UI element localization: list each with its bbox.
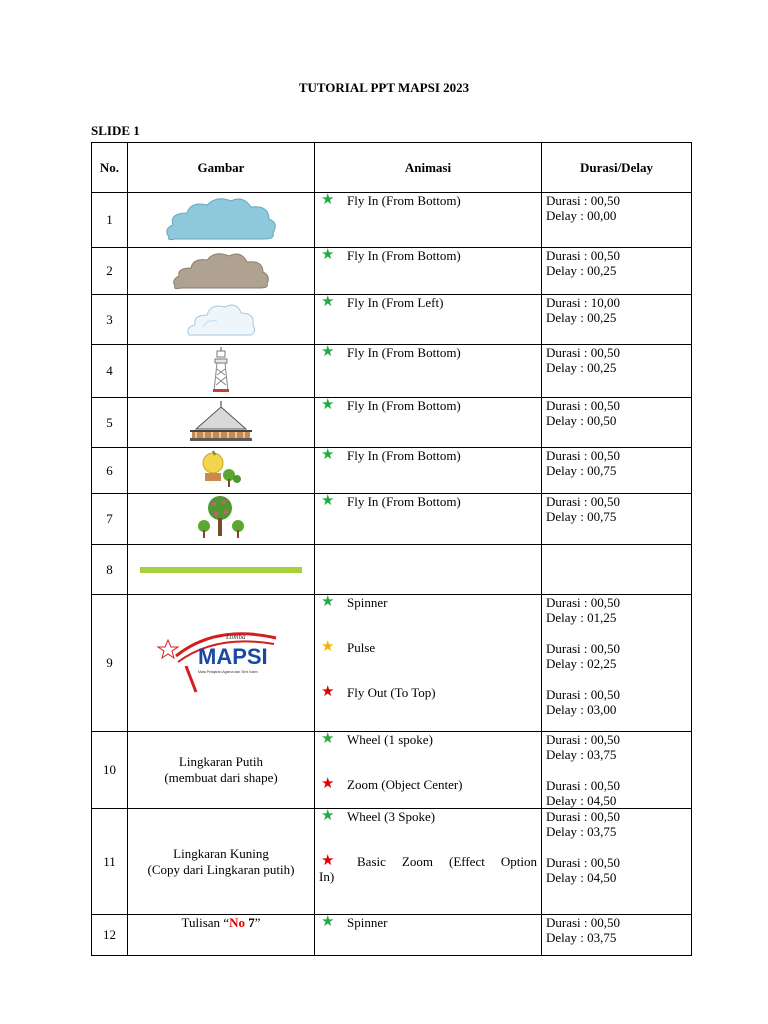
duration: Durasi : 00,50 <box>546 448 621 463</box>
animation-name: Spinner <box>347 915 388 930</box>
duration: Durasi : 00,50 <box>546 641 621 656</box>
table-row <box>92 193 692 248</box>
delay: Delay : 00,25 <box>546 310 617 325</box>
table-row <box>92 809 692 915</box>
star-icon: ★ <box>321 447 335 463</box>
tower-image <box>128 345 315 398</box>
green-bar-image <box>128 545 315 595</box>
star-icon: ★ <box>321 493 335 509</box>
gambar-text: Lingkaran Kuning <box>173 845 269 861</box>
table-row <box>92 448 692 494</box>
mapsi-logo <box>128 595 315 732</box>
gambar-text: Lingkaran Putih <box>178 754 264 769</box>
duration: Durasi : 00,50 <box>546 248 621 263</box>
header-no: No. <box>92 143 128 193</box>
animation-name: Fly In (From Bottom) <box>347 248 461 263</box>
star-icon: ★ <box>321 684 335 700</box>
document-title: TUTORIAL PPT MAPSI 2023 <box>298 80 470 95</box>
duration: Durasi : 00,50 <box>546 915 621 930</box>
logo-subtext: Mata Pelajaran Agama dan Seni Islam <box>198 670 258 674</box>
row-number: 11 <box>92 809 128 915</box>
animation-name: Fly Out (To Top) <box>347 685 436 700</box>
delay: Delay : 03,75 <box>546 747 617 762</box>
star-icon: ★ <box>321 731 335 747</box>
star-icon: ★ <box>321 914 335 930</box>
animation-name: Fly In (From Bottom) <box>347 193 461 208</box>
duration: Durasi : 00,50 <box>546 809 621 824</box>
star-icon: ★ <box>321 594 335 610</box>
delay: Delay : 01,25 <box>546 610 617 625</box>
animation-name: Wheel (1 spoke) <box>347 732 433 747</box>
duration: Durasi : 00,50 <box>546 398 621 413</box>
animation-name-cont: In) <box>319 869 335 884</box>
delay: Delay : 03,00 <box>546 702 617 717</box>
star-icon: ★ <box>321 808 335 824</box>
row-number: 9 <box>92 595 128 732</box>
table-row <box>92 915 692 956</box>
row-number: 4 <box>92 345 128 398</box>
animation-name: Fly In (From Bottom) <box>347 398 461 413</box>
animation-name: Fly In (From Bottom) <box>347 448 461 463</box>
animation-name: Fly In (From Bottom) <box>347 345 461 360</box>
cloud-blue-image <box>128 193 315 248</box>
logo-small-text: Lomba <box>226 633 246 641</box>
star-icon: ★ <box>321 776 335 792</box>
duration: Durasi : 10,00 <box>546 295 621 310</box>
row-number: 7 <box>92 494 128 545</box>
row-number: 2 <box>92 248 128 295</box>
animation-name: Wheel (3 Spoke) <box>347 809 436 824</box>
header-animasi: Animasi <box>315 143 542 193</box>
row-number: 1 <box>92 193 128 248</box>
delay: Delay : 00,50 <box>546 413 617 428</box>
row-number: 8 <box>92 545 128 595</box>
animation-name: Spinner <box>347 595 388 610</box>
star-icon: ★ <box>321 853 335 869</box>
row-number: 6 <box>92 448 128 494</box>
logo-text: MAPSI <box>198 644 268 669</box>
delay: Delay : 00,75 <box>546 509 617 524</box>
star-icon: ★ <box>321 294 335 310</box>
duration: Durasi : 00,50 <box>546 778 621 793</box>
animation-table <box>91 142 692 956</box>
gambar-text: (Copy dari Lingkaran putih) <box>147 861 295 877</box>
star-icon: ★ <box>321 344 335 360</box>
table-row <box>92 595 692 732</box>
header-row <box>92 143 692 193</box>
star-icon: ★ <box>321 192 335 208</box>
row-number: 10 <box>92 732 128 809</box>
delay: Delay : 00,75 <box>546 463 617 478</box>
building-image <box>128 398 315 448</box>
animation-name: Pulse <box>347 640 376 655</box>
header-durasi: Durasi/Delay <box>542 143 692 193</box>
table-row <box>92 545 692 595</box>
delay: Delay : 00,25 <box>546 263 617 278</box>
duration: Durasi : 00,50 <box>546 595 621 610</box>
animation-name: Basic Zoom (Effect Option <box>357 854 537 869</box>
fruit-tree-image <box>128 448 315 494</box>
delay: Delay : 02,25 <box>546 656 617 671</box>
table-row <box>92 494 692 545</box>
star-icon: ★ <box>321 639 335 655</box>
delay: Delay : 04,50 <box>546 870 617 885</box>
delay: Delay : 03,75 <box>546 824 617 839</box>
table-row <box>92 345 692 398</box>
trees-image <box>128 494 315 545</box>
star-icon: ★ <box>321 247 335 263</box>
cloud-white-image <box>128 295 315 345</box>
delay: Delay : 00,25 <box>546 360 617 375</box>
table-row <box>92 295 692 345</box>
table-row <box>92 398 692 448</box>
duration: Durasi : 00,50 <box>546 687 621 702</box>
animation-name: Zoom (Object Center) <box>347 777 463 792</box>
row-number: 12 <box>92 915 128 956</box>
animation-name: Fly In (From Bottom) <box>347 494 461 509</box>
duration: Durasi : 00,50 <box>546 855 621 870</box>
delay: Delay : 00,00 <box>546 208 617 223</box>
gambar-text: (membuat dari shape) <box>164 770 278 785</box>
row-number: 5 <box>92 398 128 448</box>
table-row <box>92 732 692 809</box>
gambar-text: Tulisan “No 7” <box>128 915 315 956</box>
header-gambar: Gambar <box>128 143 315 193</box>
duration: Durasi : 00,50 <box>546 732 621 747</box>
slide-label: SLIDE 1 <box>91 123 140 138</box>
table-row <box>92 248 692 295</box>
cloud-brown-image <box>128 248 315 295</box>
duration: Durasi : 00,50 <box>546 494 621 509</box>
duration: Durasi : 00,50 <box>546 345 621 360</box>
star-icon: ★ <box>321 397 335 413</box>
row-number: 3 <box>92 295 128 345</box>
duration: Durasi : 00,50 <box>546 193 621 208</box>
animation-name: Fly In (From Left) <box>347 295 444 310</box>
delay: Delay : 04,50 <box>546 793 617 808</box>
delay: Delay : 03,75 <box>546 930 617 945</box>
